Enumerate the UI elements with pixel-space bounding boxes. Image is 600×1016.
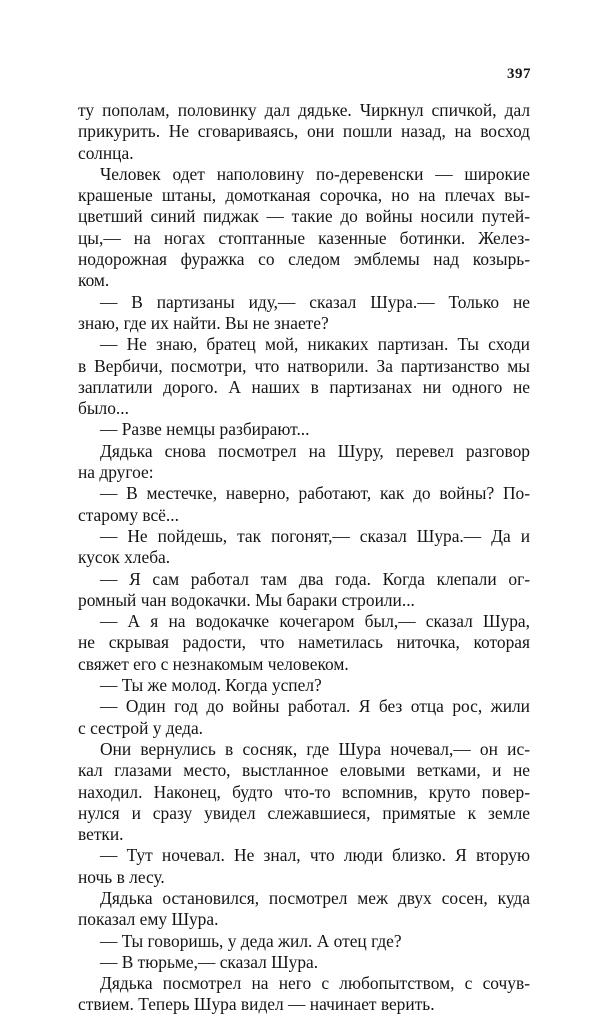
text-line: — В партизаны иду,— сказал Шура.— Только не	[100, 291, 530, 312]
text-line: — Ты говоришь, у деда жил. А отец где?	[100, 930, 402, 951]
text-line: заплатили дорого. А наших в партизанах ни одного не	[78, 376, 530, 397]
text-line: на другое:	[78, 462, 154, 483]
text-line: знаю, где их найти. Вы не знаете?	[78, 312, 329, 333]
text-line: старому всё...	[78, 504, 179, 525]
text-line: не скрывая радости, что наметилась ниточка, которая	[78, 632, 530, 653]
text-line: кусок хлеба.	[78, 547, 171, 568]
text-line: Человек одет наполовину по-деревенски — широкие	[100, 163, 530, 184]
text-line: нулся и сразу увидел слежавшиеся, примятые к земле	[78, 802, 530, 823]
text-line: — Не пойдешь, так погонят,— сказал Шура.— Да и	[100, 525, 530, 546]
text-line: крашеные штаны, домотканая сорочка, но на плечах вы-	[78, 185, 530, 206]
text-line: — Тут ночевал. Не знал, что люди близко. Я вторую	[100, 845, 530, 866]
text-line: показал ему Шура.	[78, 909, 219, 930]
text-line: — Один год до войны работал. Я без отца рос, жили	[100, 696, 530, 717]
text-line: свяжет его с незнакомым человеком.	[78, 653, 349, 674]
text-line: — Не знаю, братец мой, никаких партизан. Ты сходи	[100, 334, 530, 355]
text-line: — В тюрьме,— сказал Шура.	[100, 951, 319, 972]
text-line: — А я на водокачке кочегаром был,— сказал Шура,	[100, 611, 530, 632]
body-text	[78, 100, 530, 1016]
text-line: солнца.	[78, 142, 134, 163]
text-line: ствием. Теперь Шура видел — начинает верить.	[78, 994, 435, 1015]
text-line: ромный чан водокачки. Мы бараки строили...	[78, 589, 415, 610]
text-line: было...	[78, 398, 129, 419]
text-line: прикурить. Не сговариваясь, они пошли назад, на восход	[78, 121, 530, 142]
text-line: ту пополам, половинку дал дядьке. Чиркнул спичкой, дал	[78, 100, 530, 120]
text-line: — Ты же молод. Когда успел?	[100, 675, 322, 696]
text-line: с сестрой у деда.	[78, 717, 204, 738]
text-line: — В местечке, наверно, работают, как до войны? По-	[100, 483, 530, 504]
text-line: Дядька посмотрел на него с любопытством, с сочув-	[100, 973, 530, 994]
text-line: находил. Наконец, будто что-то вспомнив, круто повер-	[78, 781, 530, 802]
text-line: Они вернулись в сосняк, где Шура ночевал,— он ис-	[100, 738, 530, 759]
text-line: Дядька снова посмотрел на Шуру, перевел разговор	[100, 440, 530, 461]
text-line: ночь в лесу.	[78, 866, 165, 887]
text-line: нодорожная фуражка со следом эмблемы над козырь-	[78, 249, 530, 270]
page-number: 397	[507, 66, 531, 82]
text-line: — Я сам работал там два года. Когда клепали ог-	[100, 568, 530, 589]
text-line: ком.	[78, 270, 110, 291]
text-line: кал глазами место, выстланное еловыми ветками, и не	[78, 760, 530, 781]
text-line: в Вербичи, посмотри, что натворили. За партизанство мы	[78, 355, 530, 376]
text-line: — Разве немцы разбирают...	[100, 419, 310, 440]
text-line: Дядька остановился, посмотрел меж двух сосен, куда	[100, 887, 530, 908]
text-line: цы,— на ногах стоптанные казенные ботинки. Желез-	[78, 227, 530, 248]
text-line: ветки.	[78, 824, 124, 845]
text-line: цветший синий пиджак — такие до войны носили путей-	[78, 206, 530, 227]
